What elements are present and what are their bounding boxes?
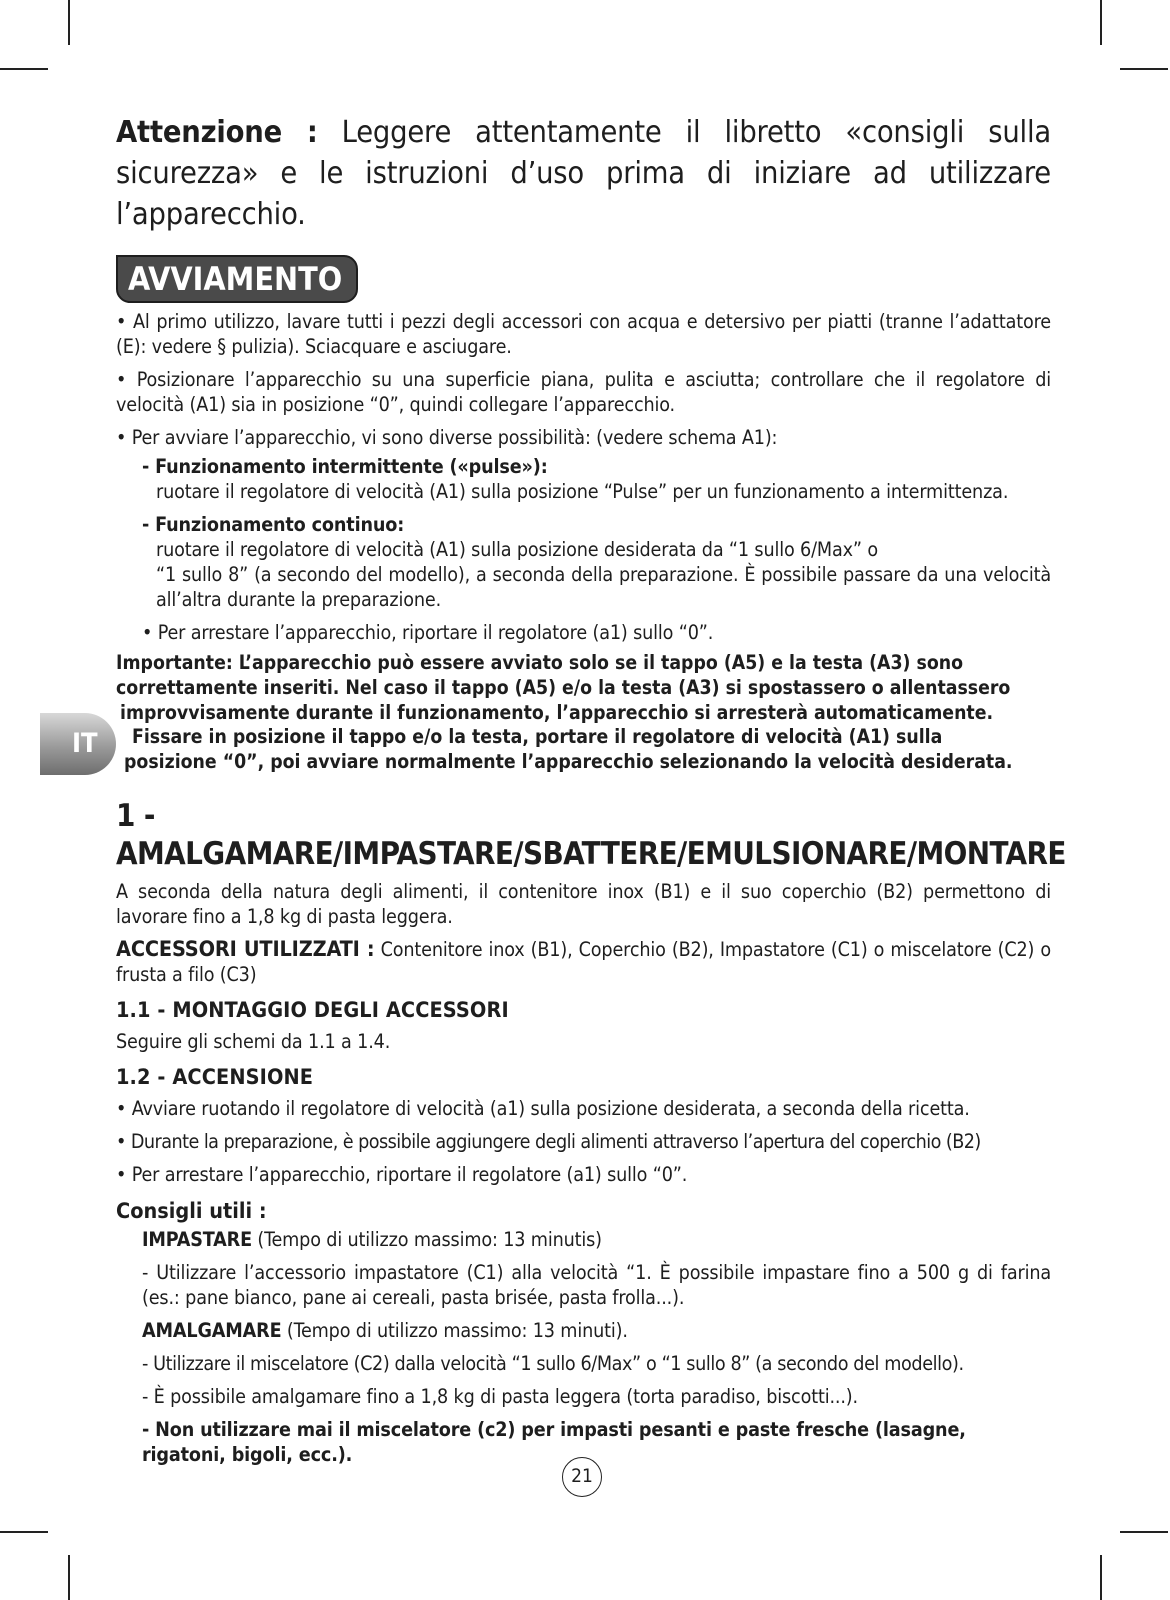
avviamento-heading: AVVIAMENTO xyxy=(116,255,358,303)
manual-page xyxy=(116,112,1066,1467)
impastare-time: (Tempo di utilizzo massimo: 13 minutis) xyxy=(251,1227,602,1251)
crop-mark-top-right-vertical xyxy=(1100,0,1102,45)
pulse-mode-title: - Funzionamento intermittente («pulse»): xyxy=(142,455,548,478)
safety-intro xyxy=(116,112,1051,235)
amalgamare-text-1: - Utilizzare il miscelatore (C2) dalla velocità “1 sullo 6/Max” o “1 sullo 8” (a secondo del modello). xyxy=(142,1351,964,1375)
accensione-bullet-3: • Per arrestare l’apparecchio, riportare il regolatore (a1) sullo “0”. xyxy=(116,1162,688,1186)
avviamento-bullet-1: • Al primo utilizzo, lavare tutti i pezzi degli accessori con acqua e detersivo per piatti (tranne l’adattatore (E): vedere § pulizia). Sciacquare e asciugare. xyxy=(116,310,1051,358)
crop-mark-top-right-horizontal xyxy=(1120,68,1168,70)
page-number: 21 xyxy=(562,1457,602,1497)
subsection-1-2-heading: 1.2 - ACCENSIONE xyxy=(116,1064,314,1090)
pulse-mode-text: ruotare il regolatore di velocità (A1) sulla posizione “Pulse” per un funzionamento a intermittenza. xyxy=(156,480,1009,503)
continuous-mode-title: - Funzionamento continuo: xyxy=(142,513,405,536)
crop-mark-bottom-left-vertical xyxy=(68,1555,70,1600)
crop-mark-bottom-left-horizontal xyxy=(0,1531,48,1533)
tips-heading: Consigli utili : xyxy=(116,1198,267,1224)
avviamento-bullet-2: • Posizionare l’apparecchio su una superficie piana, pulita e asciutta; controllare che il regolatore di velocità (A1) sia in posizione “0”, quindi collegare l’apparecchio. xyxy=(116,368,1051,416)
accessories-label: ACCESSORI UTILIZZATI : xyxy=(116,936,375,962)
section-1-heading: 1 - AMALGAMARE/IMPASTARE/SBATTERE/EMULSIONARE/MONTARE xyxy=(116,797,1066,872)
subsection-1-1-heading: 1.1 - MONTAGGIO DEGLI ACCESSORI xyxy=(116,997,509,1023)
avviamento-bullet-3: • Per avviare l’apparecchio, vi sono diverse possibilità: (vedere schema A1): xyxy=(116,426,778,449)
language-tab: IT xyxy=(40,713,116,775)
impastare-line xyxy=(116,1227,1051,1252)
section-1-intro: A seconda della natura degli alimenti, il contenitore inox (B1) e il suo coperchio (B2) permettono di lavorare fino a 1,8 kg di pasta leggera. xyxy=(116,879,1051,928)
accensione-bullet-1: • Avviare ruotando il regolatore di velocità (a1) sulla posizione desiderata, a seconda della ricetta. xyxy=(116,1096,970,1120)
accessories-text: Contenitore inox (B1), Coperchio (B2), Impastatore (C1) o miscelatore (C2) o frusta a filo (C3) xyxy=(116,937,1051,986)
important-line-1: Importante: L’apparecchio può essere avviato solo se il tappo (A5) e la testa (A3) sono xyxy=(116,651,964,674)
important-line-4: Fissare in posizione il tappo e/o la testa, portare il regolatore di velocità (A1) sulla xyxy=(132,725,943,749)
mixer-warning: - Non utilizzare mai il miscelatore (c2) per impasti pesanti e paste fresche (lasagne, rigatoni, bigoli, ecc.). xyxy=(142,1417,966,1466)
crop-mark-top-left-horizontal xyxy=(0,68,48,70)
impastare-label: IMPASTARE xyxy=(142,1227,252,1251)
attention-text: Leggere attentamente il libretto «consigli sulla sicurezza» e le istruzioni d’uso prima di iniziare ad utilizzare l’apparecchio. xyxy=(116,115,1051,232)
important-line-3: improvvisamente durante il funzionamento, l’apparecchio si arresterà automaticamente. xyxy=(120,700,994,724)
important-notice xyxy=(116,651,1051,775)
important-line-5: posizione “0”, poi avviare normalmente l’apparecchio selezionando la velocità desiderata. xyxy=(124,750,1013,774)
important-line-2: correttamente inseriti. Nel caso il tappo (A5) e/o la testa (A3) si spostassero o allentassero xyxy=(116,675,1011,699)
continuous-mode-text-2: “1 sullo 8” (a secondo del modello), a seconda della preparazione. È possibile passare da una velocità all’altra durante la preparazione. xyxy=(156,563,1051,611)
accessories-used xyxy=(116,937,1051,987)
amalgamare-time: (Tempo di utilizzo massimo: 13 minuti). xyxy=(281,1318,628,1342)
stop-instruction: • Per arrestare l’apparecchio, riportare il regolatore (a1) sullo “0”. xyxy=(142,621,714,644)
accensione-bullet-2: • Durante la preparazione, è possibile aggiungere degli alimenti attraverso l’apertura del coperchio (B2) xyxy=(116,1129,981,1153)
crop-mark-bottom-right-horizontal xyxy=(1120,1531,1168,1533)
subsection-1-1-text: Seguire gli schemi da 1.1 a 1.4. xyxy=(116,1029,391,1053)
amalgamare-line xyxy=(116,1318,1051,1343)
crop-mark-top-left-vertical xyxy=(68,0,70,45)
impastare-text: - Utilizzare l’accessorio impastatore (C1) alla velocità “1. È possibile impastare fino a 500 g di farina (es.: pane bianco, pane ai cereali, pasta brisée, pasta frolla...). xyxy=(142,1260,1051,1309)
continuous-mode-text-1: ruotare il regolatore di velocità (A1) sulla posizione desiderata da “1 sullo 6/Max” o xyxy=(156,538,878,561)
attention-label: Attenzione : xyxy=(116,115,318,150)
amalgamare-text-2: - È possibile amalgamare fino a 1,8 kg di pasta leggera (torta paradiso, biscotti...). xyxy=(142,1384,858,1408)
crop-mark-bottom-right-vertical xyxy=(1100,1555,1102,1600)
amalgamare-label: AMALGAMARE xyxy=(142,1318,282,1342)
